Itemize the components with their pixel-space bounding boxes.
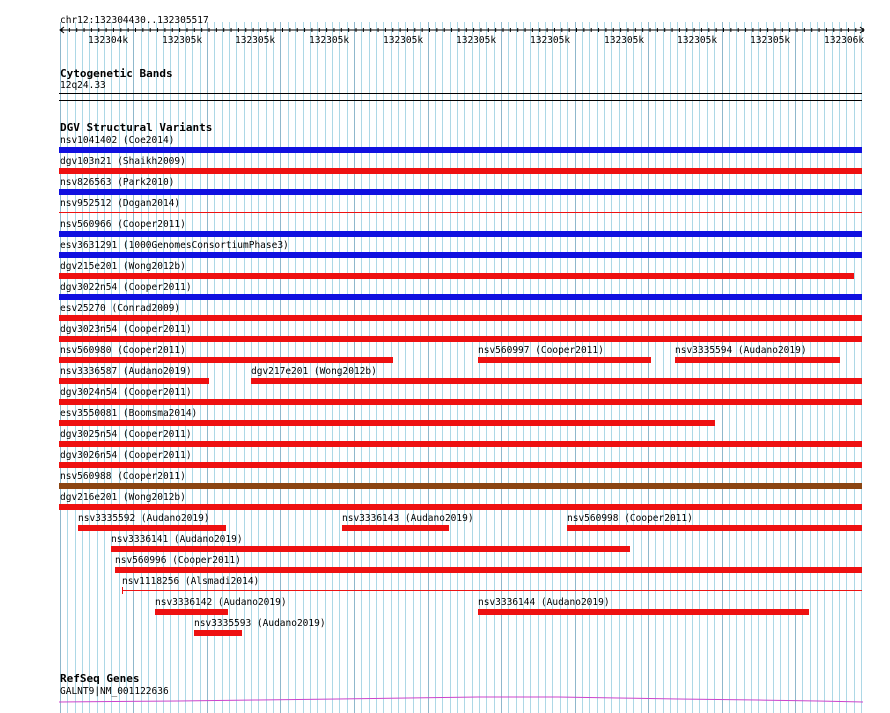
dgv-feature-label[interactable]: nsv3336587 (Audano2019) (60, 366, 192, 377)
track-title-refseq[interactable]: RefSeq Genes (60, 672, 140, 685)
dgv-feature-label[interactable]: nsv3335594 (Audano2019) (675, 345, 807, 356)
track-title-cytoband[interactable]: Cytogenetic Bands (60, 67, 173, 80)
dgv-feature-label[interactable]: dgv3025n54 (Cooper2011) (60, 429, 192, 440)
dgv-feature-bar[interactable] (59, 168, 862, 174)
dgv-feature-bar[interactable] (59, 294, 862, 300)
ruler-tick-label: 132305k (750, 35, 791, 46)
dgv-feature-bar[interactable] (478, 357, 651, 363)
dgv-feature-label[interactable]: nsv560980 (Cooper2011) (60, 345, 186, 356)
dgv-feature-label[interactable]: nsv826563 (Park2010) (60, 177, 175, 188)
dgv-feature-label[interactable]: nsv560996 (Cooper2011) (115, 555, 241, 566)
dgv-feature-label[interactable]: nsv3336142 (Audano2019) (155, 597, 287, 608)
dgv-feature-bar[interactable] (675, 357, 840, 363)
dgv-feature-label[interactable]: dgv3026n54 (Cooper2011) (60, 450, 192, 461)
ruler-tick-label: 132305k (309, 35, 350, 46)
cytoband-bar-bottom (59, 100, 862, 101)
dgv-feature-bar[interactable] (59, 378, 209, 384)
dgv-feature-label[interactable]: nsv560966 (Cooper2011) (60, 219, 186, 230)
dgv-feature-bar[interactable] (59, 315, 862, 321)
dgv-feature-bar[interactable] (59, 336, 862, 342)
dgv-feature-bar[interactable] (155, 609, 228, 615)
ruler-tick-label: 132305k (235, 35, 276, 46)
dgv-feature-bar[interactable] (59, 231, 862, 237)
dgv-feature-bar[interactable] (59, 147, 862, 153)
dgv-feature-label[interactable]: nsv3336143 (Audano2019) (342, 513, 474, 524)
dgv-feature-bar[interactable] (111, 546, 630, 552)
dgv-feature-label[interactable]: nsv3335592 (Audano2019) (78, 513, 210, 524)
dgv-feature-label[interactable]: dgv215e201 (Wong2012b) (60, 261, 186, 272)
dgv-feature-label[interactable]: esv25270 (Conrad2009) (60, 303, 181, 314)
dgv-feature-bar[interactable] (478, 609, 809, 615)
dgv-feature-bar[interactable] (59, 189, 862, 195)
refseq-gene-label[interactable]: GALNT9|NM_001122636 (60, 686, 169, 697)
ruler-tick-label: 132305k (604, 35, 645, 46)
ruler-tick-label: 132304k (88, 35, 129, 46)
dgv-feature-bar[interactable] (59, 399, 862, 405)
cytoband-label: 12q24.33 (60, 80, 106, 91)
dgv-feature-label[interactable]: dgv217e201 (Wong2012b) (251, 366, 377, 377)
dgv-feature-label[interactable]: esv3550081 (Boomsma2014) (60, 408, 198, 419)
dgv-feature-bar[interactable] (59, 252, 862, 258)
dgv-feature-label[interactable]: nsv3335593 (Audano2019) (194, 618, 326, 629)
ruler-tick-label: 132305k (677, 35, 718, 46)
dgv-feature-label[interactable]: dgv103n21 (Shaikh2009) (60, 156, 186, 167)
ruler-tick-label: 132306k (824, 35, 865, 46)
cytoband-bar-top (59, 93, 862, 94)
dgv-feature-bar[interactable] (115, 567, 862, 573)
refseq-gene-model[interactable] (58, 694, 864, 706)
track-title-dgv[interactable]: DGV Structural Variants (60, 121, 213, 134)
dgv-feature-label[interactable]: dgv3022n54 (Cooper2011) (60, 282, 192, 293)
dgv-feature-bar[interactable] (194, 630, 242, 636)
dgv-feature-label[interactable]: nsv560997 (Cooper2011) (478, 345, 604, 356)
dgv-feature-bar[interactable] (59, 357, 393, 363)
dgv-feature-label[interactable]: dgv216e201 (Wong2012b) (60, 492, 186, 503)
dgv-feature-label[interactable]: dgv3024n54 (Cooper2011) (60, 387, 192, 398)
ruler-tick-label: 132305k (162, 35, 203, 46)
dgv-feature-bar[interactable] (59, 504, 862, 510)
dgv-feature-bar[interactable] (59, 420, 715, 426)
dgv-feature-label[interactable]: dgv3023n54 (Cooper2011) (60, 324, 192, 335)
dgv-feature-label[interactable]: nsv3336141 (Audano2019) (111, 534, 243, 545)
dgv-feature-label[interactable]: nsv3336144 (Audano2019) (478, 597, 610, 608)
dgv-feature-bar[interactable] (59, 441, 862, 447)
dgv-feature-label[interactable]: nsv1118256 (Alsmadi2014) (122, 576, 260, 587)
dgv-feature-bar[interactable] (342, 525, 449, 531)
dgv-feature-label[interactable]: nsv560998 (Cooper2011) (567, 513, 693, 524)
dgv-feature-bar[interactable] (567, 525, 862, 531)
ruler-axis[interactable] (58, 25, 868, 35)
ruler-tick-label: 132305k (383, 35, 424, 46)
dgv-feature-bar[interactable] (59, 483, 862, 489)
location-label: chr12:132304430..132305517 (60, 15, 209, 26)
dgv-feature-label[interactable]: nsv952512 (Dogan2014) (60, 198, 181, 209)
dgv-feature-bar[interactable] (59, 273, 854, 279)
dgv-feature-label[interactable]: nsv1041402 (Coe2014) (60, 135, 175, 146)
dgv-feature-bar[interactable] (251, 378, 862, 384)
dgv-feature-bar[interactable] (78, 525, 226, 531)
ruler-tick-label: 132305k (456, 35, 497, 46)
dgv-feature-bar[interactable] (122, 590, 862, 591)
dgv-feature-label[interactable]: esv3631291 (1000GenomesConsortiumPhase3) (60, 240, 289, 251)
ruler-tick-label: 132305k (530, 35, 571, 46)
dgv-feature-bar[interactable] (59, 462, 862, 468)
dgv-feature-bar[interactable] (59, 212, 862, 213)
dgv-feature-label[interactable]: nsv560988 (Cooper2011) (60, 471, 186, 482)
